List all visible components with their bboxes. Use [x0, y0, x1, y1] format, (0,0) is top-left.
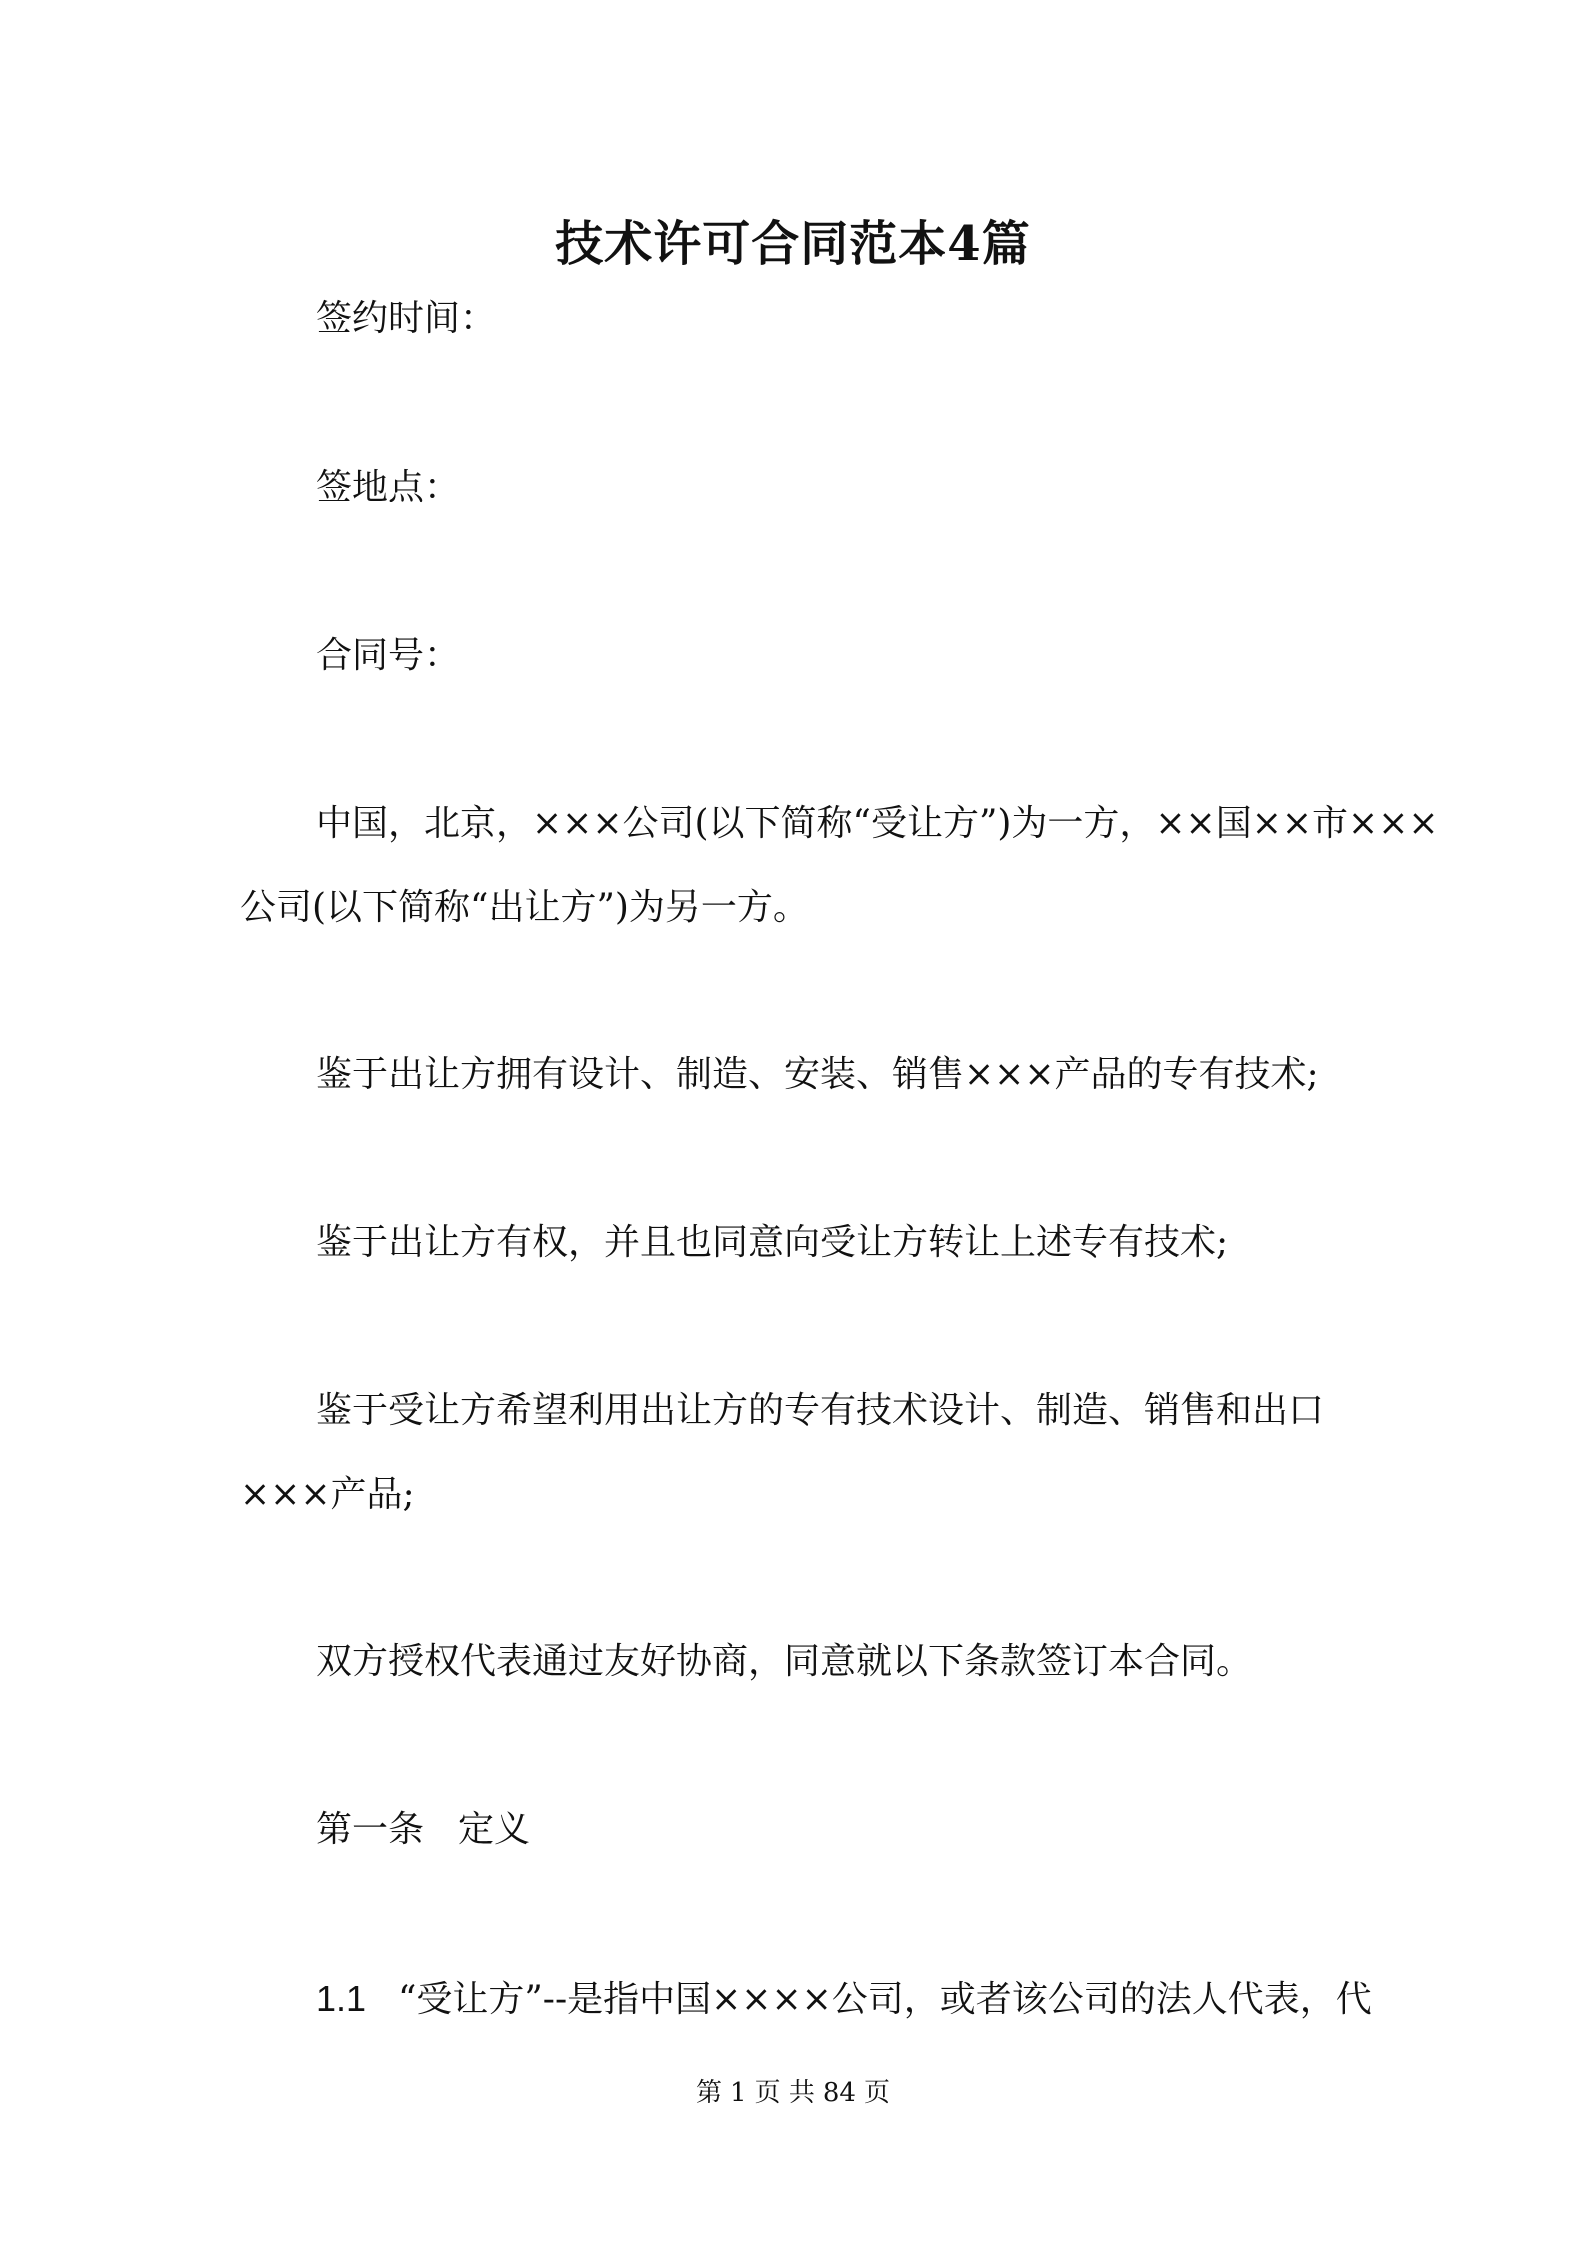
footer-middle: 页 共 — [754, 2078, 815, 2108]
document-title: 技术许可合同范本4篇 — [555, 216, 1031, 272]
contract-number-label: 合同号： — [316, 635, 461, 676]
footer-page-number: 1 — [730, 2078, 747, 2108]
clause-1-1-number: 1.1 — [316, 1978, 367, 2019]
clause-1-1-text: “受让方”--是指中国××××公司，或者该公司的法人代表，代 — [398, 1979, 1372, 2020]
footer-total-pages: 84 — [822, 2078, 856, 2108]
footer-suffix: 页 — [863, 2078, 890, 2108]
article-1-title: 定义 — [458, 1809, 531, 1850]
page-footer — [0, 2077, 1586, 2109]
whereas-clause-2: 鉴于出让方有权，并且也同意向受让方转让上述专有技术; — [316, 1222, 1229, 1263]
parties-paragraph-line1: 中国，北京，×××公司(以下简称“受让方”)为一方，××国××市××× — [316, 803, 1439, 844]
whereas-clause-3-line2: ×××产品; — [240, 1474, 415, 1515]
footer-prefix: 第 — [696, 2078, 723, 2108]
signing-time-label: 签约时间： — [316, 298, 497, 339]
whereas-clause-1: 鉴于出让方拥有设计、制造、安装、销售×××产品的专有技术; — [316, 1054, 1319, 1095]
parties-paragraph-line2: 公司(以下简称“出让方”)为另一方。 — [240, 887, 809, 928]
agreement-paragraph: 双方授权代表通过友好协商，同意就以下条款签订本合同。 — [316, 1641, 1253, 1682]
article-1-number: 第一条 — [316, 1809, 425, 1850]
signing-place-label: 签地点： — [316, 467, 461, 508]
clause-1-1 — [316, 1977, 1372, 2022]
whereas-clause-3-line1: 鉴于受让方希望利用出让方的专有技术设计、制造、销售和出口 — [316, 1390, 1325, 1431]
article-1-heading — [316, 1808, 530, 1852]
